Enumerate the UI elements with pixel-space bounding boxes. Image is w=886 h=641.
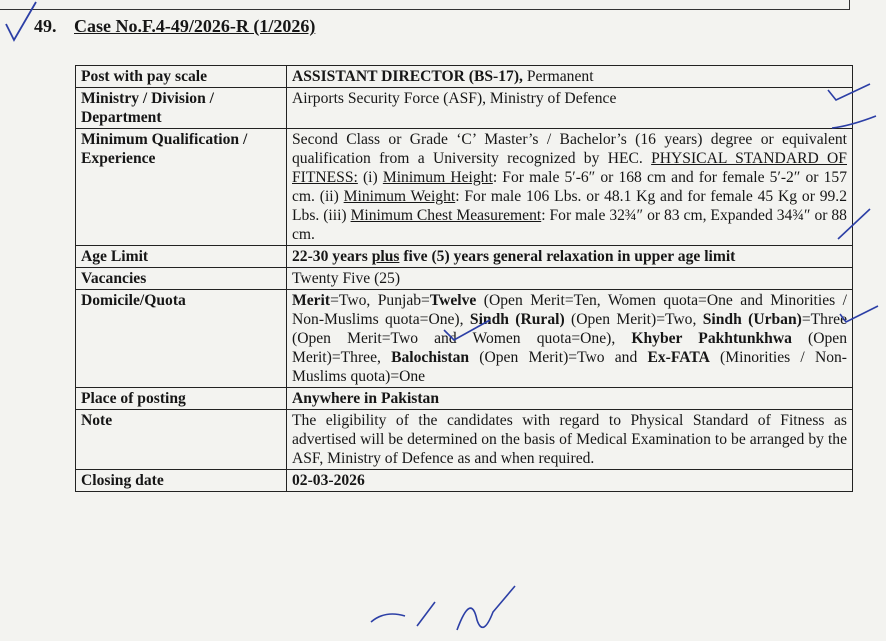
- post-type: Permanent: [522, 68, 594, 85]
- chest-heading: Minimum Chest Measurement: [350, 207, 542, 225]
- quota-text: (Minorities / Non-Muslims quota)=One: [292, 349, 847, 386]
- quota-merit: Merit: [292, 292, 331, 310]
- quota-text: (Open Merit)=Two,: [564, 311, 703, 329]
- label-post: Post with pay scale: [76, 66, 287, 88]
- value-note: The eligibility of the candidates with regard to Physical Standard of Fitness as advertised will be determined on the basis of Medical Examination to be arranged by the ASF, Ministry of Defence as and when required.: [287, 410, 853, 470]
- value-post: [287, 66, 853, 88]
- row-age: [76, 246, 853, 268]
- quota-kp: Khyber Pakhtunkhwa: [631, 330, 792, 348]
- quota-text: =Three (Open Merit=Two and Women quota=One),: [292, 311, 848, 348]
- row-note: [76, 410, 853, 470]
- post-title: ASSISTANT DIRECTOR (BS-17),: [292, 68, 523, 85]
- value-closing: 02-03-2026: [287, 470, 853, 492]
- value-ministry: Airports Security Force (ASF), Ministry of Defence: [287, 88, 853, 129]
- fitness-heading: PHYSICAL STANDARD OF FITNESS:: [292, 150, 847, 187]
- weight-text: : For male 106 Lbs. or 48.1 Kg and for female 45 Kg or 99.2 Lbs. (iii): [292, 188, 848, 225]
- qual-text: (i): [357, 169, 383, 187]
- label-ministry: Ministry / Division / Department: [76, 88, 287, 129]
- quota-sindh-rural: Sindh (Rural): [469, 311, 565, 329]
- weight-heading: Minimum Weight: [343, 188, 456, 206]
- quota-text: (Open Merit)=Three,: [292, 330, 847, 367]
- age-plus: plus: [371, 248, 400, 266]
- label-posting: Place of posting: [76, 388, 287, 410]
- quota-text: =Two, Punjab=: [330, 292, 430, 310]
- value-qualification: [287, 129, 853, 246]
- row-qualification: [76, 129, 853, 246]
- quota-text: (Open Merit)=Two and: [469, 349, 648, 367]
- chest-text: : For male 32¾″ or 83 cm, Expanded 34¾″ or 88 cm.: [292, 207, 847, 244]
- quota-sindh-urban: Sindh (Urban): [702, 311, 802, 329]
- label-closing: Closing date: [76, 470, 287, 492]
- quota-punjab-count: Twelve: [429, 292, 477, 310]
- row-domicile: [76, 290, 853, 388]
- case-number: 49.: [34, 16, 57, 36]
- value-vacancies: Twenty Five (25): [287, 268, 853, 290]
- quota-balochistan: Balochistan: [391, 349, 470, 367]
- label-qualification: Minimum Qualification / Experience: [76, 129, 287, 246]
- value-age: [287, 246, 853, 268]
- job-details-table: [75, 65, 853, 492]
- value-domicile: [287, 290, 853, 388]
- label-note: Note: [76, 410, 287, 470]
- row-closing: [76, 470, 853, 492]
- row-vacancies: [76, 268, 853, 290]
- label-vacancies: Vacancies: [76, 268, 287, 290]
- label-domicile: Domicile/Quota: [76, 290, 287, 388]
- label-age: Age Limit: [76, 246, 287, 268]
- quota-text: (Open Merit=Ten, Women quota=One and Minorities / Non-Muslims quota=One),: [292, 292, 847, 329]
- row-posting: [76, 388, 853, 410]
- case-heading: [34, 16, 315, 37]
- age-range: 22-30 years: [292, 248, 372, 266]
- quota-ex-fata: Ex-FATA: [647, 349, 710, 367]
- value-posting: Anywhere in Pakistan: [287, 388, 853, 410]
- qualification-degree: Second Class or Grade ‘C’ Master’s / Bachelor’s (16 years) degree or equivalent qualification from a University recognized by HEC.: [292, 131, 847, 168]
- height-heading: Minimum Height: [382, 169, 493, 187]
- age-relaxation: five (5) years general relaxation in upper age limit: [399, 248, 736, 266]
- signature-scribble-icon: [365, 582, 525, 638]
- height-text: : For male 5′-6″ or 168 cm and for female 5′-2″ or 157 cm. (ii): [292, 169, 847, 206]
- row-post: [76, 66, 853, 88]
- previous-box-edge: [0, 0, 850, 10]
- row-ministry: [76, 88, 853, 129]
- case-title: Case No.F.4-49/2026-R (1/2026): [74, 16, 316, 36]
